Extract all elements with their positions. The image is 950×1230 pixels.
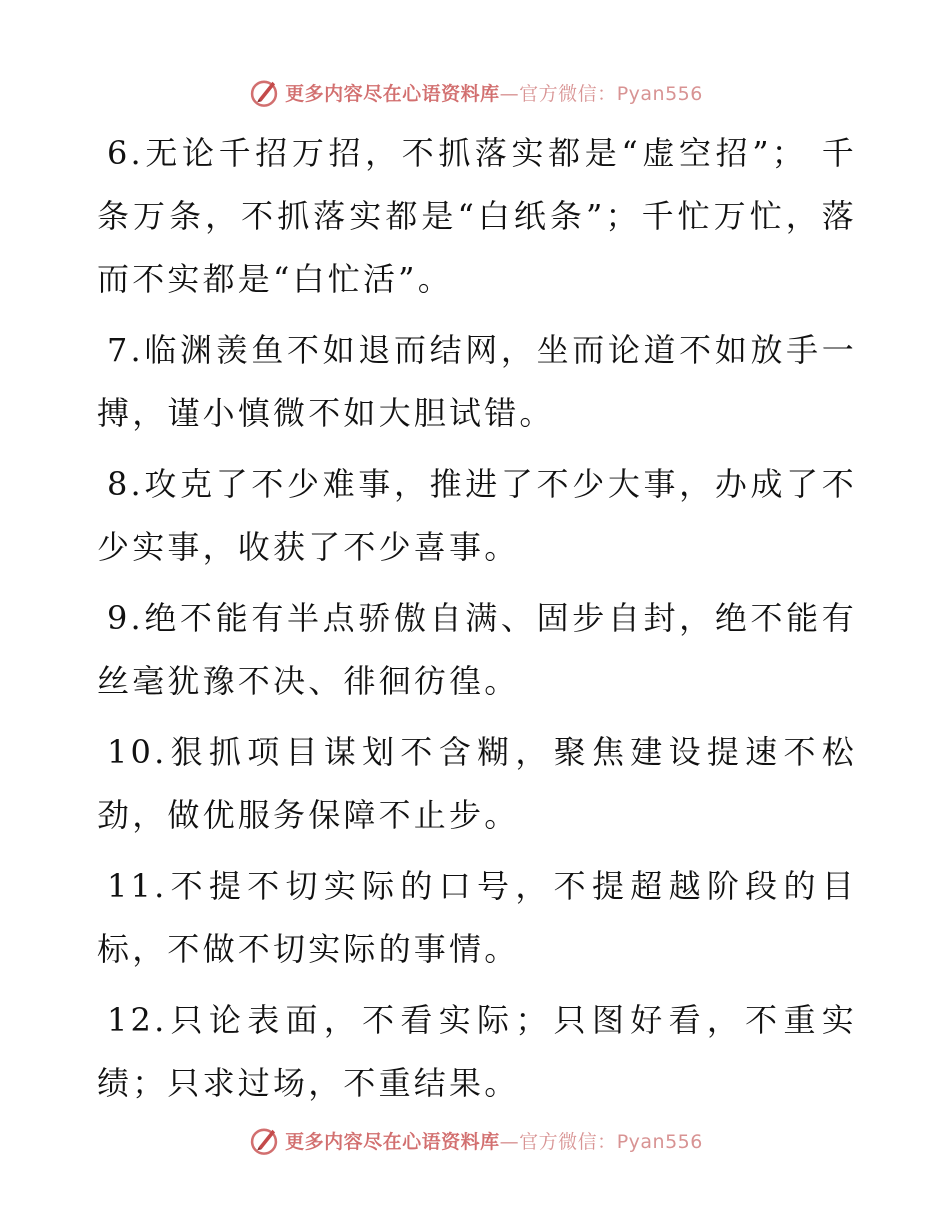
quill-pen-icon [247, 1123, 281, 1157]
list-item [97, 721, 857, 847]
item-number: 11. [107, 867, 168, 905]
list-item [97, 319, 857, 445]
item-number: 10. [107, 733, 168, 771]
item-number: 12. [107, 1001, 168, 1039]
item-text: 狠抓项目谋划不含糊，聚焦建设提速不松劲，做优服务保障不止步。 [97, 733, 857, 834]
item-text: 绝不能有半点骄傲自满、固步自封，绝不能有丝毫犹豫不决、徘徊彷徨。 [97, 599, 857, 700]
list-item [97, 989, 857, 1115]
item-text: 只论表面，不看实际；只图好看，不重实绩；只求过场，不重结果。 [97, 1001, 857, 1102]
item-number: 6. [107, 134, 144, 172]
list-item [97, 453, 857, 579]
list-item [97, 587, 857, 713]
item-text: 临渊羡鱼不如退而结网，坐而论道不如放手一搏，谨小慎微不如大胆试错。 [97, 331, 857, 432]
list-item [97, 122, 857, 311]
header-watermark [0, 72, 950, 112]
item-number: 8. [107, 465, 144, 503]
item-text: 攻克了不少难事，推进了不少大事，办成了不少实事，收获了不少喜事。 [97, 465, 857, 566]
item-number: 9. [107, 599, 144, 637]
item-text: 不提不切实际的口号，不提超越阶段的目标，不做不切实际的事情。 [97, 867, 857, 968]
footer-watermark [0, 1120, 950, 1160]
quill-pen-icon [247, 75, 281, 109]
item-number: 7. [107, 331, 144, 369]
watermark-text: 更多内容尽在心语资料库—官方微信：Pyan556 [285, 82, 703, 105]
item-text: 无论千招万招，不抓落实都是“虚空招”； 千条万条，不抓落实都是“白纸条”；千忙万忙，落而不实都是“白忙活”。 [97, 134, 857, 298]
watermark-text: 更多内容尽在心语资料库—官方微信：Pyan556 [285, 1130, 703, 1153]
document-body [97, 122, 857, 1123]
list-item [97, 855, 857, 981]
